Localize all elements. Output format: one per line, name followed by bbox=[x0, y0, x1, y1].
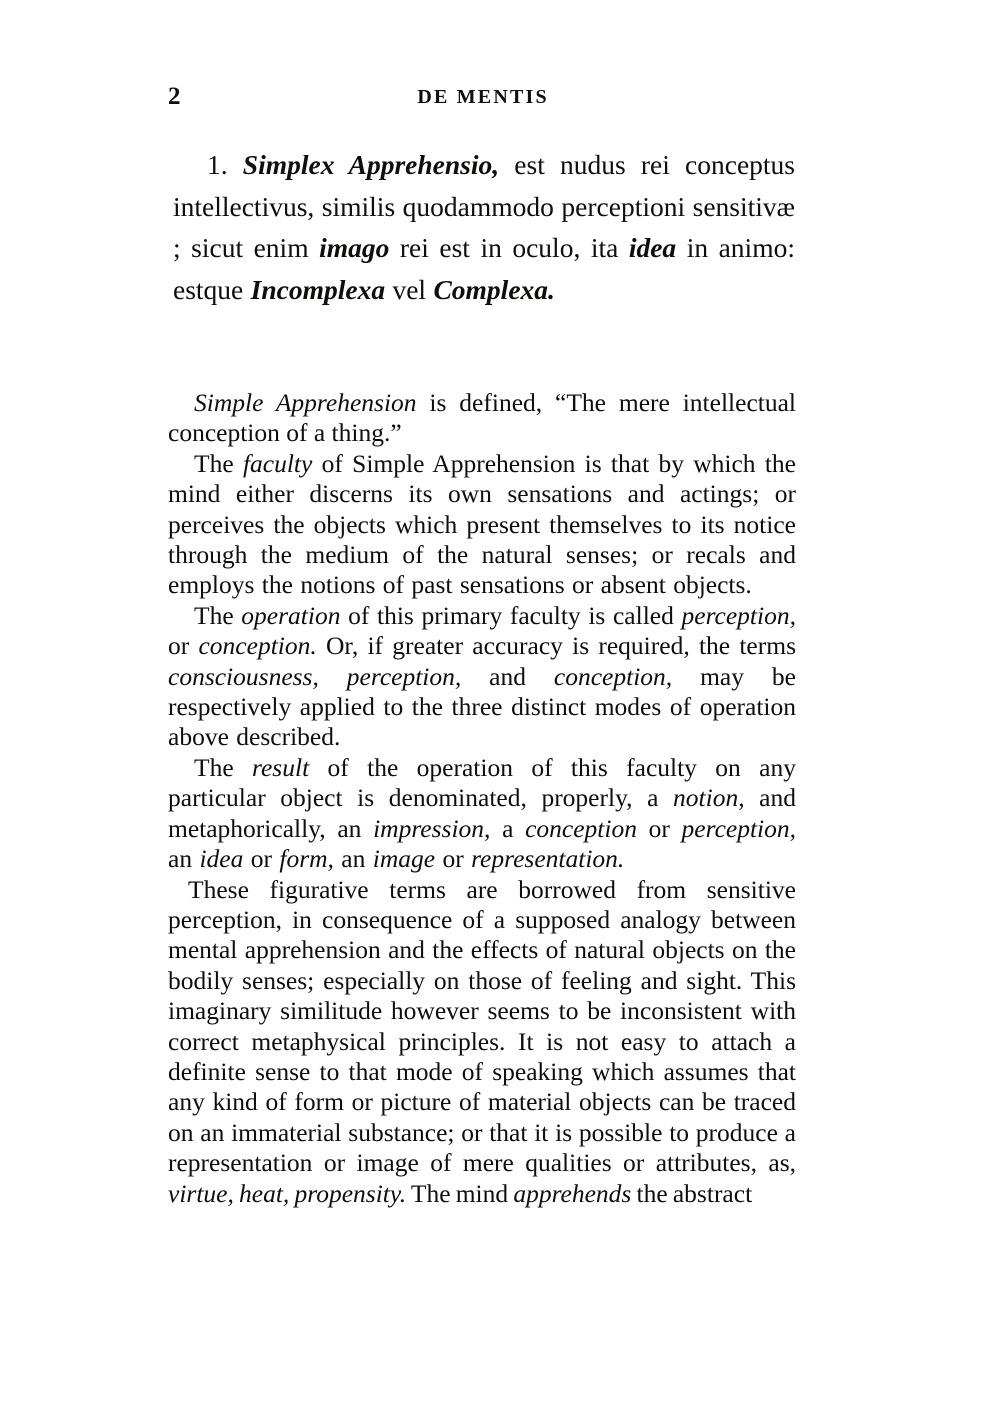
latin-italic-idea: idea bbox=[628, 232, 677, 263]
latin-italic-incomplexa: Incomplexa bbox=[250, 273, 386, 305]
p3-seg-4: Or, if greater accuracy is required, the terms bbox=[316, 631, 796, 661]
page-number: 2 bbox=[168, 83, 181, 110]
p4-seg-3: and metaphorically, an bbox=[168, 783, 796, 843]
p4-seg-7: or bbox=[243, 844, 280, 874]
p3-italic-conception: conception. bbox=[198, 631, 317, 661]
p4-italic-idea: idea bbox=[199, 844, 244, 874]
p4-seg-8: an bbox=[333, 844, 373, 874]
p5-italic-qualities: virtue, heat, propensity. bbox=[168, 1178, 407, 1208]
p3-seg-5: and bbox=[461, 661, 554, 691]
p4-italic-conception: conception bbox=[525, 813, 637, 843]
commentary-block bbox=[168, 388, 796, 1209]
p4-seg-2: of the operation of this faculty on any particular object is denominated, properly, a bbox=[168, 752, 796, 813]
definition-term: Simple Apprehension bbox=[194, 388, 417, 417]
p5-seg-3: the abstract bbox=[631, 1178, 753, 1208]
p3-seg-6: may be respectively applied to the three distinct modes of operation above described. bbox=[168, 661, 796, 752]
p4-italic-image: image bbox=[372, 844, 436, 874]
p5-seg-1: These figurative terms are borrowed from sensitive perception, in consequence of a supposed analogy between mental apprehension and the effects of natural objects on the bodily senses; especially on those of feeling and sight. This imaginary similitude however seems to be inconsistent with correct metaphysical principles. It is not easy to attach a definite sense to that mode of speaking which assumes that any kind of form or picture of material objects can be traced on an immaterial substance; or that it is possible to produce a representation or image of mere qualities or attributes, as, bbox=[168, 874, 796, 1178]
latin-italic-complexa: Complexa. bbox=[433, 273, 555, 305]
p3-seg-1: The bbox=[194, 600, 242, 630]
commentary-paragraph-4 bbox=[168, 753, 796, 875]
definition-text: is defined, “The mere intellectual conception of a thing.” bbox=[168, 388, 796, 448]
p4-seg-9: or bbox=[435, 844, 472, 874]
p5-seg-2: The mind bbox=[406, 1178, 514, 1208]
p4-seg-1: The bbox=[194, 752, 253, 782]
latin-definition-block bbox=[173, 144, 795, 310]
p4-italic-representation: representation. bbox=[471, 844, 625, 874]
latin-term: Simplex Apprehensio, bbox=[242, 149, 500, 180]
latin-body-4: vel bbox=[385, 273, 434, 305]
p4-italic-perception: perception, bbox=[681, 813, 797, 843]
p4-italic-result: result bbox=[252, 752, 310, 782]
p4-italic-form: form, bbox=[279, 844, 334, 874]
p2-seg-1: The bbox=[194, 448, 243, 478]
p2-italic-faculty: faculty bbox=[242, 448, 313, 478]
latin-body-1: est nudus rei conceptus intellectivus, similis quodammodo perceptioni sensitivæ ; sicut enim bbox=[173, 149, 795, 263]
commentary-paragraph-2 bbox=[168, 449, 796, 601]
p4-seg-6: an bbox=[168, 844, 200, 874]
commentary-paragraph-3 bbox=[168, 601, 796, 753]
latin-item-number: 1. bbox=[207, 149, 228, 180]
p3-seg-2: of this primary faculty is called bbox=[340, 600, 682, 630]
commentary-paragraph-5 bbox=[168, 875, 796, 1209]
latin-italic-imago: imago bbox=[319, 232, 390, 263]
p4-seg-4: a bbox=[490, 813, 526, 843]
latin-body-2: rei est in oculo, ita bbox=[389, 232, 629, 263]
p3-italic-operation: operation bbox=[241, 600, 341, 630]
p3-italic-conception-2: conception, bbox=[553, 661, 673, 691]
p3-italic-perception: perception, bbox=[681, 600, 796, 630]
running-head-title: DE MENTIS bbox=[417, 86, 549, 108]
p5-italic-apprehends: apprehends bbox=[513, 1178, 632, 1208]
p3-seg-3: or bbox=[168, 631, 199, 661]
p4-italic-impression: impression, bbox=[373, 813, 491, 843]
running-head bbox=[168, 82, 796, 112]
latin-body-3: in animo: estque bbox=[173, 232, 795, 305]
p4-seg-5: or bbox=[636, 813, 682, 843]
p2-seg-2: of Simple Apprehension is that by which the mind either discerns its own sensations and actings; or perceives the objects which present themselves to its notice through the medium of the natural senses; or recals and employs the notions of past sensations or absent objects. bbox=[168, 448, 796, 600]
p4-italic-notion: notion, bbox=[673, 783, 745, 813]
p3-italic-terms-group: consciousness, perception, bbox=[168, 661, 462, 691]
commentary-paragraph-1 bbox=[168, 388, 796, 449]
